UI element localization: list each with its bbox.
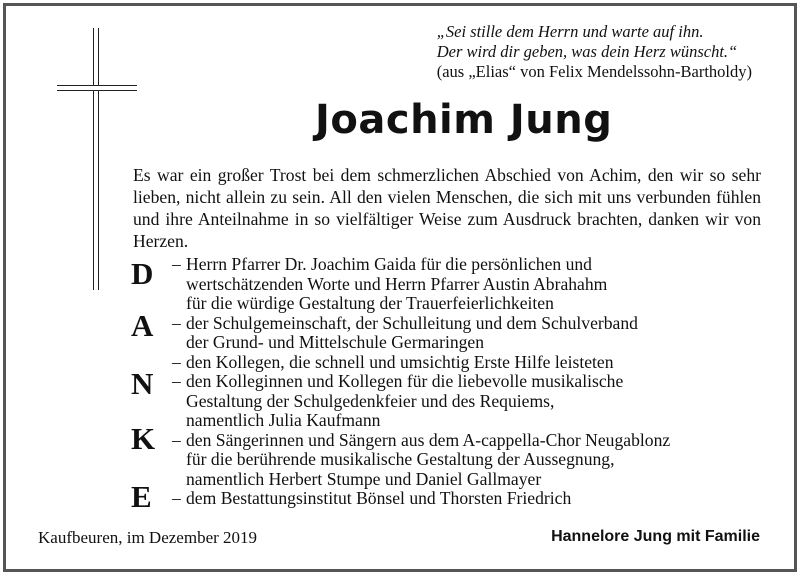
danke-letter: E (131, 479, 152, 514)
dash: – (172, 371, 181, 391)
dash: – (172, 351, 181, 372)
list-item: – Herrn Pfarrer Dr. Joachim Gaida für die persönlichen und wertschätzenden Worte und Herrn Pfarrer Austin Abrahahm für die würdige Gestaltung der Trauerfeierlichkeiten (172, 254, 608, 313)
dash: – (172, 254, 181, 274)
quote-source: (aus „Elias“ von Felix Mendelssohn-Bartholdy) (436, 62, 752, 81)
list-item: – der Schulgemeinschaft, der Schulleitung und dem Schulverband der Grund- und Mittelschule Germaringen (172, 312, 638, 352)
intro-text: Es war ein großer Trost bei dem schmerzlichen Abschied von Achim, den wir so sehr lieben, nicht allein zu sein. All den vielen Menschen, die sich mit uns verbunden fühlen und ihre Anteilnahme in so vielfältiger Weise zum Ausdruck brachten, danken wir von Herzen. (133, 165, 761, 251)
quote-line-1: „Sei stille dem Herrn und warte auf ihn. (436, 22, 704, 41)
quote-block (437, 22, 752, 82)
list-item: – den Kolleginnen und Kollegen für die liebevolle musikalische Gestaltung der Schulgedenkfeier und des Requiems, namentlich Julia Kaufmann (172, 371, 624, 430)
danke-letter: N (131, 366, 154, 401)
quote-line-2: Der wird dir geben, was dein Herz wünscht.“ (436, 42, 738, 61)
thanks-list (172, 255, 772, 509)
place-date: Kaufbeuren, im Dezember 2019 (38, 528, 258, 547)
danke-letter: D (131, 256, 154, 291)
danke-letter: A (131, 308, 154, 343)
signature: Hannelore Jung mit Familie (551, 528, 760, 545)
list-item: – den Sängerinnen und Sängern aus dem A-cappella-Chor Neugablonz für die berührende musikalische Gestaltung der Aussegnung, namentlich Herbert Stumpe und Daniel Gallmayer (172, 429, 671, 489)
danke-letter: K (131, 421, 156, 456)
dash: – (172, 488, 181, 508)
dash: – (172, 312, 181, 333)
cross-icon (93, 28, 99, 290)
dash: – (172, 429, 181, 450)
deceased-name: Joachim Jung (315, 97, 613, 143)
list-item: – dem Bestattungsinstitut Bönsel und Thorsten Friedrich (172, 488, 572, 508)
list-item: – den Kollegen, die schnell und umsichtig Erste Hilfe leisteten (172, 351, 614, 372)
